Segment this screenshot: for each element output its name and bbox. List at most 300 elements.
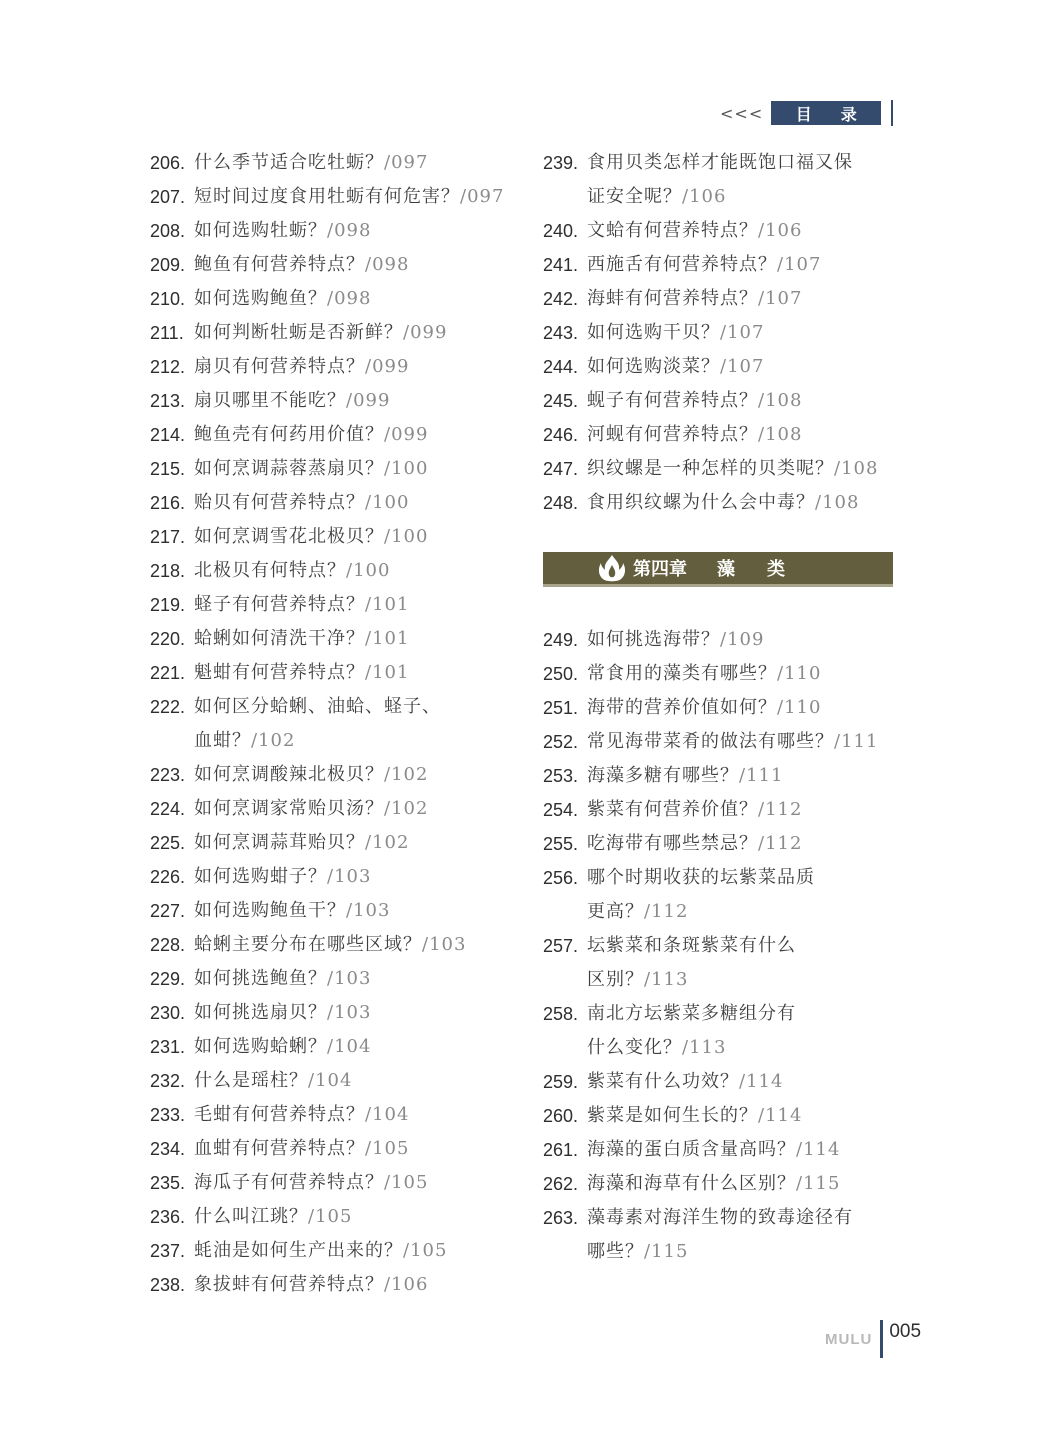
toc-entry-title bbox=[587, 623, 764, 657]
toc-entry[interactable] bbox=[150, 1268, 510, 1302]
toc-entry-page: /107 bbox=[720, 322, 765, 343]
toc-entry-number: 255. bbox=[543, 834, 579, 854]
toc-entry-number: 238. bbox=[150, 1275, 186, 1295]
toc-entry-page: /106 bbox=[682, 186, 727, 207]
toc-entry-title-line: 毛蚶有何营养特点？ bbox=[194, 1104, 365, 1125]
toc-entry-number: 253. bbox=[543, 766, 579, 786]
toc-entry-page: /097 bbox=[460, 186, 505, 207]
toc-entry-title bbox=[587, 1167, 840, 1201]
toc-entry-title-line: 海带的营养价值如何？ bbox=[587, 697, 777, 718]
toc-entry-title bbox=[587, 1099, 802, 1133]
toc-entry-number: 242. bbox=[543, 289, 579, 309]
toc-entry[interactable] bbox=[150, 690, 510, 758]
toc-entry-title-line: 蚝油是如何生产出来的？ bbox=[194, 1240, 403, 1261]
toc-entry-title bbox=[587, 418, 802, 452]
toc-entry[interactable] bbox=[150, 792, 510, 826]
flame-icon bbox=[595, 553, 629, 583]
toc-entry-title-line: 吃海带有哪些禁忌？ bbox=[587, 833, 758, 854]
toc-entry-title-line: 食用贝类怎样才能既饱口福又保 bbox=[587, 152, 853, 173]
toc-entry[interactable] bbox=[150, 520, 510, 554]
toc-entry[interactable] bbox=[543, 350, 903, 384]
toc-entry-title-line: 魁蚶有何营养特点？ bbox=[194, 662, 365, 683]
toc-entry-title-line: 海瓜子有何营养特点？ bbox=[194, 1172, 384, 1193]
header-divider bbox=[891, 100, 893, 126]
toc-entry[interactable] bbox=[150, 1132, 510, 1166]
toc-entry-title bbox=[194, 1234, 447, 1268]
toc-entry-title-line: 蚬子有何营养特点？ bbox=[587, 390, 758, 411]
toc-entry-page: /110 bbox=[777, 697, 822, 718]
toc-entry-number: 213. bbox=[150, 391, 186, 411]
toc-entry-number: 215. bbox=[150, 459, 186, 479]
toc-entry[interactable] bbox=[543, 214, 903, 248]
toc-entry-title-line-2: 什么变化？ bbox=[587, 1037, 682, 1058]
toc-entry-page: /102 bbox=[365, 832, 410, 853]
toc-entry-page: /111 bbox=[739, 765, 784, 786]
toc-entry-number: 259. bbox=[543, 1072, 579, 1092]
toc-entry-title-line: 如何烹调蒜蓉蒸扇贝？ bbox=[194, 458, 384, 479]
toc-entry-page: /108 bbox=[758, 390, 803, 411]
toc-entry[interactable] bbox=[150, 384, 510, 418]
toc-entry-title-line: 哪个时期收获的坛紫菜品质 bbox=[587, 867, 815, 888]
toc-entry-title bbox=[194, 384, 390, 418]
toc-entry-title bbox=[587, 827, 802, 861]
toc-entry-title-line: 食用织纹螺为什么会中毒？ bbox=[587, 492, 815, 513]
toc-entry-page: /099 bbox=[346, 390, 391, 411]
toc-entry[interactable] bbox=[150, 1166, 510, 1200]
toc-entry-page: /112 bbox=[758, 799, 803, 820]
toc-entry[interactable] bbox=[150, 214, 510, 248]
toc-entry-title bbox=[194, 180, 504, 214]
toc-entry-title-line: 如何选购蛤蜊？ bbox=[194, 1036, 327, 1057]
toc-entry[interactable] bbox=[543, 657, 903, 691]
toc-entry-title bbox=[194, 894, 390, 928]
toc-entry-title-line: 什么叫江珧？ bbox=[194, 1206, 308, 1227]
toc-entry-number: 262. bbox=[543, 1174, 579, 1194]
toc-entry-page: /111 bbox=[834, 731, 879, 752]
toc-entry-number: 241. bbox=[543, 255, 579, 275]
toc-title-char-1: 目 bbox=[795, 104, 812, 124]
toc-entry-page: /099 bbox=[403, 322, 448, 343]
toc-entry-title-line: 紫菜有何营养价值？ bbox=[587, 799, 758, 820]
toc-entry-title-line: 象拔蚌有何营养特点？ bbox=[194, 1274, 384, 1295]
toc-entry-title-line: 鲍鱼壳有何药用价值？ bbox=[194, 424, 384, 445]
toc-entry[interactable] bbox=[543, 1167, 903, 1201]
toc-entry-number: 239. bbox=[543, 153, 579, 173]
toc-entry-number: 217. bbox=[150, 527, 186, 547]
toc-right-top bbox=[543, 146, 903, 520]
toc-entry-number: 247. bbox=[543, 459, 579, 479]
toc-entry-number: 227. bbox=[150, 901, 186, 921]
toc-entry-title bbox=[194, 316, 447, 350]
toc-entry-number: 252. bbox=[543, 732, 579, 752]
toc-entry-title-line: 如何挑选海带？ bbox=[587, 629, 720, 650]
toc-entry-number: 260. bbox=[543, 1106, 579, 1126]
toc-entry-page: /100 bbox=[346, 560, 391, 581]
toc-entry-title-line: 如何选购干贝？ bbox=[587, 322, 720, 343]
toc-entry-page: /102 bbox=[384, 798, 429, 819]
toc-entry-title-line: 河蚬有何营养特点？ bbox=[587, 424, 758, 445]
toc-entry-title-line: 如何选购淡菜？ bbox=[587, 356, 720, 377]
toc-entry[interactable] bbox=[150, 1200, 510, 1234]
toc-entry-title bbox=[587, 929, 796, 997]
toc-entry-title-line: 南北方坛紫菜多糖组分有 bbox=[587, 1003, 796, 1024]
toc-entry-title bbox=[194, 690, 441, 758]
toc-entry[interactable] bbox=[150, 1030, 510, 1064]
toc-entry-page: /107 bbox=[777, 254, 822, 275]
toc-entry-number: 226. bbox=[150, 867, 186, 887]
toc-entry-title bbox=[194, 214, 371, 248]
toc-entry-title-line: 紫菜有什么功效？ bbox=[587, 1071, 739, 1092]
toc-entry-title bbox=[194, 962, 371, 996]
toc-entry[interactable] bbox=[543, 486, 903, 520]
toc-entry-page: /108 bbox=[758, 424, 803, 445]
toc-entry-number: 221. bbox=[150, 663, 186, 683]
toc-entry[interactable] bbox=[543, 759, 903, 793]
toc-entry-page: /101 bbox=[365, 662, 410, 683]
toc-entry-number: 233. bbox=[150, 1105, 186, 1125]
toc-entry-title bbox=[587, 350, 764, 384]
toc-entry-page: /115 bbox=[796, 1173, 841, 1194]
toc-entry-number: 254. bbox=[543, 800, 579, 820]
toc-entry-title bbox=[194, 928, 466, 962]
toc-entry-page: /113 bbox=[682, 1037, 727, 1058]
toc-entry[interactable] bbox=[543, 623, 903, 657]
toc-entry-page: /099 bbox=[365, 356, 410, 377]
toc-entry-title bbox=[587, 146, 853, 214]
toc-entry[interactable] bbox=[543, 1133, 903, 1167]
toc-entry[interactable] bbox=[150, 316, 510, 350]
toc-entry-number: 251. bbox=[543, 698, 579, 718]
toc-entry[interactable] bbox=[543, 282, 903, 316]
toc-entry-page: /114 bbox=[796, 1139, 841, 1160]
toc-entry-title bbox=[587, 282, 802, 316]
toc-entry-title-line: 短时间过度食用牡蛎有何危害？ bbox=[194, 186, 460, 207]
toc-entry-page: /099 bbox=[384, 424, 429, 445]
toc-entry-number: 234. bbox=[150, 1139, 186, 1159]
toc-entry-number: 232. bbox=[150, 1071, 186, 1091]
toc-entry[interactable] bbox=[150, 1064, 510, 1098]
toc-entry[interactable] bbox=[150, 962, 510, 996]
toc-entry-title-line-2: 区别？ bbox=[587, 969, 644, 990]
toc-entry[interactable] bbox=[150, 146, 510, 180]
toc-entry-number: 206. bbox=[150, 153, 186, 173]
toc-entry-title-line: 坛紫菜和条斑紫菜有什么 bbox=[587, 935, 796, 956]
toc-entry-page: /101 bbox=[365, 628, 410, 649]
toc-entry-number: 220. bbox=[150, 629, 186, 649]
toc-entry-number: 237. bbox=[150, 1241, 186, 1261]
toc-entry-page: /114 bbox=[739, 1071, 784, 1092]
toc-entry-title bbox=[194, 1030, 371, 1064]
toc-entry-title bbox=[587, 384, 802, 418]
toc-entry-page: /114 bbox=[758, 1105, 803, 1126]
toc-entry-title-line: 贻贝有何营养特点？ bbox=[194, 492, 365, 513]
chapter-label: 第四章 bbox=[633, 559, 687, 580]
toc-entry-title bbox=[194, 520, 428, 554]
toc-entry-number: 248. bbox=[543, 493, 579, 513]
toc-entry-title bbox=[587, 248, 821, 282]
toc-entry-title-line: 海藻多糖有哪些？ bbox=[587, 765, 739, 786]
toc-entry[interactable] bbox=[543, 452, 903, 486]
toc-entry-title-line: 如何选购蚶子？ bbox=[194, 866, 327, 887]
toc-entry-number: 228. bbox=[150, 935, 186, 955]
toc-entry-page: /112 bbox=[758, 833, 803, 854]
toc-entry[interactable] bbox=[150, 1098, 510, 1132]
toc-entry-page: /102 bbox=[251, 730, 296, 751]
toc-entry-title-line: 海藻和海草有什么区别？ bbox=[587, 1173, 796, 1194]
toc-entry-title bbox=[587, 691, 821, 725]
toc-entry[interactable] bbox=[543, 725, 903, 759]
toc-entry-number: 207. bbox=[150, 187, 186, 207]
toc-entry-title bbox=[194, 418, 428, 452]
toc-left-column bbox=[150, 146, 510, 1302]
toc-entry-page: /100 bbox=[384, 526, 429, 547]
toc-entry-title-line: 血蚶有何营养特点？ bbox=[194, 1138, 365, 1159]
toc-entry-title bbox=[194, 554, 390, 588]
toc-entry-title bbox=[194, 792, 428, 826]
page-number: 005 bbox=[889, 1321, 922, 1342]
toc-entry-title-line: 如何判断牡蛎是否新鲜？ bbox=[194, 322, 403, 343]
toc-entry[interactable] bbox=[543, 146, 903, 214]
toc-entry-page: /107 bbox=[720, 356, 765, 377]
toc-entry-number: 249. bbox=[543, 630, 579, 650]
toc-entry[interactable] bbox=[150, 758, 510, 792]
toc-entry-page: /115 bbox=[644, 1241, 689, 1262]
toc-entry-title bbox=[194, 486, 409, 520]
toc-entry-number: 263. bbox=[543, 1208, 579, 1228]
toc-entry-title bbox=[194, 758, 428, 792]
toc-entry-page: /108 bbox=[834, 458, 879, 479]
toc-entry-title-line: 如何挑选扇贝？ bbox=[194, 1002, 327, 1023]
toc-entry[interactable] bbox=[543, 1065, 903, 1099]
toc-title-char-2: 录 bbox=[840, 104, 857, 124]
toc-entry-page: /101 bbox=[365, 594, 410, 615]
toc-entry[interactable] bbox=[150, 826, 510, 860]
toc-entry-title bbox=[194, 1132, 409, 1166]
toc-entry-title bbox=[587, 997, 796, 1065]
toc-entry-title bbox=[194, 860, 371, 894]
toc-entry-title-line: 藻毒素对海洋生物的致毒途径有 bbox=[587, 1207, 853, 1228]
toc-entry-title-line: 文蛤有何营养特点？ bbox=[587, 220, 758, 241]
toc-entry-page: /104 bbox=[327, 1036, 372, 1057]
toc-entry-page: /103 bbox=[327, 866, 372, 887]
toc-entry-page: /104 bbox=[365, 1104, 410, 1125]
toc-entry[interactable] bbox=[543, 861, 903, 929]
toc-entry-title-line: 如何挑选鲍鱼？ bbox=[194, 968, 327, 989]
toc-entry-page: /109 bbox=[720, 629, 765, 650]
toc-entry-title-line: 紫菜是如何生长的？ bbox=[587, 1105, 758, 1126]
toc-entry[interactable] bbox=[150, 860, 510, 894]
toc-entry[interactable] bbox=[150, 996, 510, 1030]
toc-entry-title-line: 蛏子有何营养特点？ bbox=[194, 594, 365, 615]
toc-entry-title bbox=[587, 1065, 783, 1099]
toc-entry[interactable] bbox=[150, 282, 510, 316]
toc-entry-title bbox=[194, 1098, 409, 1132]
toc-entry-title bbox=[194, 622, 409, 656]
toc-entry-title-line: 常见海带菜肴的做法有哪些？ bbox=[587, 731, 834, 752]
toc-entry-number: 224. bbox=[150, 799, 186, 819]
toc-entry-title-line: 蛤蜊如何清洗干净？ bbox=[194, 628, 365, 649]
toc-entry[interactable] bbox=[150, 622, 510, 656]
toc-entry-title bbox=[194, 1200, 352, 1234]
toc-entry-number: 235. bbox=[150, 1173, 186, 1193]
toc-entry-title-line: 蛤蜊主要分布在哪些区域？ bbox=[194, 934, 422, 955]
header bbox=[720, 99, 893, 127]
toc-entry[interactable] bbox=[543, 997, 903, 1065]
toc-entry-title bbox=[194, 248, 409, 282]
toc-entry-title-line: 扇贝哪里不能吃？ bbox=[194, 390, 346, 411]
toc-entry-number: 223. bbox=[150, 765, 186, 785]
toc-entry-number: 210. bbox=[150, 289, 186, 309]
toc-entry-page: /097 bbox=[384, 152, 429, 173]
toc-entry-page: /102 bbox=[384, 764, 429, 785]
toc-entry-number: 214. bbox=[150, 425, 186, 445]
toc-entry-page: /104 bbox=[308, 1070, 353, 1091]
toc-entry[interactable] bbox=[150, 418, 510, 452]
toc-entry-number: 209. bbox=[150, 255, 186, 275]
toc-entry-number: 211. bbox=[150, 323, 184, 343]
toc-entry-page: /098 bbox=[365, 254, 410, 275]
toc-entry[interactable] bbox=[150, 894, 510, 928]
toc-entry-title bbox=[194, 588, 409, 622]
header-arrows: <<< bbox=[720, 103, 764, 123]
toc-entry-title-line: 西施舌有何营养特点？ bbox=[587, 254, 777, 275]
toc-entry-title bbox=[194, 656, 409, 690]
toc-entry-title bbox=[587, 861, 815, 929]
toc-entry-number: 208. bbox=[150, 221, 186, 241]
toc-entry-number: 246. bbox=[543, 425, 579, 445]
toc-entry-title bbox=[587, 452, 878, 486]
toc-entry-title bbox=[587, 486, 859, 520]
footer-label: MULU bbox=[825, 1330, 873, 1348]
toc-entry-number: 222. bbox=[150, 697, 186, 717]
toc-entry-number: 236. bbox=[150, 1207, 186, 1227]
toc-entry-page: /103 bbox=[422, 934, 467, 955]
toc-entry-title-line: 如何选购牡蛎？ bbox=[194, 220, 327, 241]
toc-entry-number: 231. bbox=[150, 1037, 186, 1057]
toc-entry-title bbox=[587, 214, 802, 248]
toc-entry[interactable] bbox=[150, 248, 510, 282]
toc-entry[interactable] bbox=[543, 1201, 903, 1269]
toc-entry-page: /113 bbox=[644, 969, 689, 990]
toc-entry-title bbox=[194, 1166, 428, 1200]
toc-entry-page: /103 bbox=[327, 968, 372, 989]
toc-entry-page: /103 bbox=[327, 1002, 372, 1023]
toc-entry-page: /105 bbox=[384, 1172, 429, 1193]
toc-entry-number: 216. bbox=[150, 493, 186, 513]
toc-entry-number: 250. bbox=[543, 664, 579, 684]
toc-entry-page: /106 bbox=[758, 220, 803, 241]
toc-entry-title-line: 如何区分蛤蜊、油蛤、蛏子、 bbox=[194, 696, 441, 717]
toc-entry-title bbox=[194, 350, 409, 384]
toc-entry-number: 230. bbox=[150, 1003, 186, 1023]
toc-entry[interactable] bbox=[543, 929, 903, 997]
toc-entry-title-line: 如何烹调蒜茸贻贝？ bbox=[194, 832, 365, 853]
toc-entry-title bbox=[194, 146, 428, 180]
toc-entry-title bbox=[194, 1268, 428, 1302]
toc-entry[interactable] bbox=[150, 1234, 510, 1268]
toc-entry-title bbox=[587, 316, 764, 350]
toc-entry-title-line: 如何选购鲍鱼干？ bbox=[194, 900, 346, 921]
toc-entry-title bbox=[587, 725, 878, 759]
toc-entry-title bbox=[587, 793, 802, 827]
toc-entry[interactable] bbox=[543, 691, 903, 725]
toc-entry-page: /107 bbox=[758, 288, 803, 309]
toc-entry-title-line: 什么季节适合吃牡蛎？ bbox=[194, 152, 384, 173]
toc-entry[interactable] bbox=[150, 486, 510, 520]
toc-right-column bbox=[543, 146, 903, 1269]
toc-entry-title-line-2: 更高？ bbox=[587, 901, 644, 922]
toc-entry[interactable] bbox=[150, 180, 510, 214]
page-footer bbox=[825, 1320, 921, 1358]
toc-entry-number: 243. bbox=[543, 323, 579, 343]
toc-entry[interactable] bbox=[543, 316, 903, 350]
toc-entry-page: /100 bbox=[384, 458, 429, 479]
toc-entry[interactable] bbox=[543, 384, 903, 418]
toc-entry[interactable] bbox=[150, 350, 510, 384]
toc-entry-title bbox=[587, 1201, 853, 1269]
toc-entry-page: /098 bbox=[327, 220, 372, 241]
toc-entry[interactable] bbox=[543, 827, 903, 861]
toc-entry-title-line-2: 证安全呢？ bbox=[587, 186, 682, 207]
chapter-name: 藻类 bbox=[717, 559, 817, 580]
toc-entry-title bbox=[587, 759, 783, 793]
toc-entry-title-line: 如何烹调雪花北极贝？ bbox=[194, 526, 384, 547]
toc-entry-title bbox=[587, 657, 821, 691]
toc-entry-number: 256. bbox=[543, 868, 579, 888]
toc-entry-title-line: 常食用的藻类有哪些？ bbox=[587, 663, 777, 684]
toc-entry[interactable] bbox=[150, 554, 510, 588]
toc-entry-title-line-2: 血蚶？ bbox=[194, 730, 251, 751]
toc-right-bottom bbox=[543, 623, 903, 1269]
toc-entry-page: /106 bbox=[384, 1274, 429, 1295]
toc-entry[interactable] bbox=[543, 248, 903, 282]
toc-entry-title bbox=[194, 826, 409, 860]
toc-entry-number: 218. bbox=[150, 561, 186, 581]
toc-entry-number: 240. bbox=[543, 221, 579, 241]
toc-entry-number: 219. bbox=[150, 595, 186, 615]
toc-entry[interactable] bbox=[150, 656, 510, 690]
toc-entry-title bbox=[194, 1064, 352, 1098]
toc-entry-page: /105 bbox=[403, 1240, 448, 1261]
toc-entry-title-line: 海蚌有何营养特点？ bbox=[587, 288, 758, 309]
toc-entry[interactable] bbox=[150, 452, 510, 486]
toc-entry-title-line: 海藻的蛋白质含量高吗？ bbox=[587, 1139, 796, 1160]
toc-entry-page: /100 bbox=[365, 492, 410, 513]
toc-entry-title-line: 什么是瑶柱？ bbox=[194, 1070, 308, 1091]
toc-entry-page: /110 bbox=[777, 663, 822, 684]
toc-entry-title-line: 鲍鱼有何营养特点？ bbox=[194, 254, 365, 275]
toc-entry-page: /098 bbox=[327, 288, 372, 309]
footer-divider bbox=[880, 1320, 883, 1358]
toc-entry-title bbox=[194, 282, 371, 316]
toc-entry-title-line: 如何烹调酸辣北极贝？ bbox=[194, 764, 384, 785]
toc-entry-number: 257. bbox=[543, 936, 579, 956]
toc-entry[interactable] bbox=[543, 1099, 903, 1133]
toc-entry-page: /103 bbox=[346, 900, 391, 921]
chapter-banner bbox=[543, 552, 893, 587]
toc-entry-title-line: 织纹螺是一种怎样的贝类呢？ bbox=[587, 458, 834, 479]
toc-entry-title bbox=[194, 452, 428, 486]
toc-entry[interactable] bbox=[150, 588, 510, 622]
toc-entry-title-line: 如何选购鲍鱼？ bbox=[194, 288, 327, 309]
toc-entry[interactable] bbox=[543, 793, 903, 827]
toc-entry-title-line: 如何烹调家常贻贝汤？ bbox=[194, 798, 384, 819]
toc-entry-number: 229. bbox=[150, 969, 186, 989]
toc-entry[interactable] bbox=[543, 418, 903, 452]
toc-title-box bbox=[771, 101, 881, 125]
toc-entry[interactable] bbox=[150, 928, 510, 962]
toc-entry-number: 258. bbox=[543, 1004, 579, 1024]
